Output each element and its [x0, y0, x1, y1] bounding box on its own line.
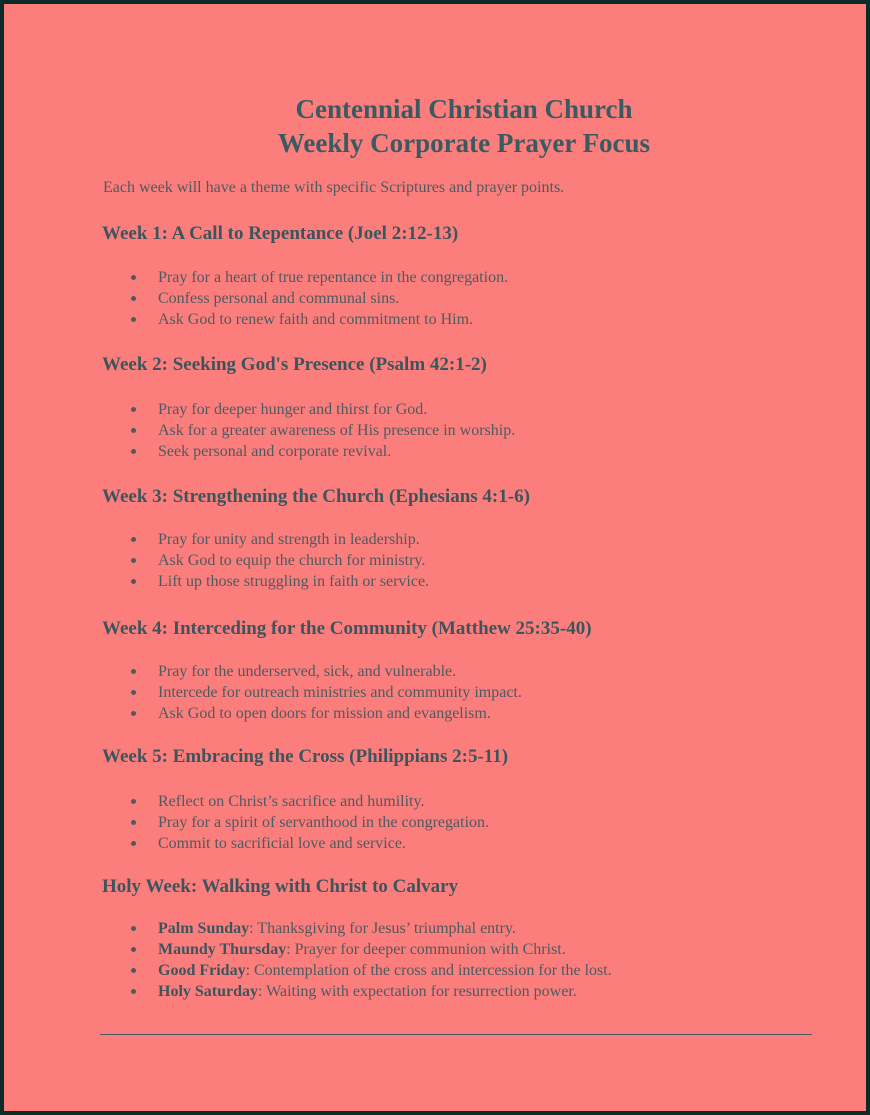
- maundy-thursday-label: Maundy Thursday: [158, 941, 287, 958]
- list-item: Holy Saturday: Waiting with expectation for resurrection power.: [128, 981, 612, 1002]
- list-item: Good Friday: Contemplation of the cross and intercession for the lost.: [128, 960, 612, 981]
- title-block: [4, 92, 870, 160]
- list-item: Ask God to equip the church for ministry.: [128, 550, 429, 571]
- week-2-heading: Week 2: Seeking God's Presence (Psalm 42:1-2): [102, 354, 487, 375]
- bullet-icon: [131, 296, 136, 301]
- bullet-icon: [131, 669, 136, 674]
- bullet-icon: [131, 558, 136, 563]
- week-3-points: [128, 529, 429, 592]
- good-friday-label: Good Friday: [158, 962, 246, 979]
- week-1-points: [128, 267, 508, 330]
- list-item: Pray for unity and strength in leadership.: [128, 529, 429, 550]
- palm-sunday-label: Palm Sunday: [158, 920, 250, 937]
- church-name: Centennial Christian Church: [295, 94, 633, 124]
- list-item: Palm Sunday: Thanksgiving for Jesus’ triumphal entry.: [128, 918, 612, 939]
- list-item: Reflect on Christ’s sacrifice and humility.: [128, 791, 489, 812]
- bullet-icon: [131, 926, 136, 931]
- bullet-icon: [131, 275, 136, 280]
- week-4-heading: Week 4: Interceding for the Community (Matthew 25:35-40): [102, 618, 592, 639]
- list-item: Commit to sacrificial love and service.: [128, 833, 489, 854]
- footer-divider: [100, 1034, 812, 1035]
- bullet-icon: [131, 947, 136, 952]
- list-item: Ask God to renew faith and commitment to Him.: [128, 309, 508, 330]
- bullet-icon: [131, 799, 136, 804]
- holy-week-heading: Holy Week: Walking with Christ to Calvary: [102, 876, 459, 897]
- week-5-points: [128, 791, 489, 854]
- list-item: Seek personal and corporate revival.: [128, 441, 515, 462]
- document-title: Weekly Corporate Prayer Focus: [277, 128, 651, 158]
- list-item: Lift up those struggling in faith or service.: [128, 571, 429, 592]
- bullet-icon: [131, 407, 136, 412]
- bullet-icon: [131, 579, 136, 584]
- bullet-icon: [131, 841, 136, 846]
- bullet-icon: [131, 449, 136, 454]
- intro-text: Each week will have a theme with specific Scriptures and prayer points.: [103, 179, 565, 196]
- bullet-icon: [131, 537, 136, 542]
- list-item: Pray for a spirit of servanthood in the congregation.: [128, 812, 489, 833]
- document-page: [4, 4, 866, 1111]
- list-item: Pray for deeper hunger and thirst for God.: [128, 399, 515, 420]
- bullet-icon: [131, 317, 136, 322]
- list-item: Ask God to open doors for mission and evangelism.: [128, 703, 522, 724]
- bullet-icon: [131, 989, 136, 994]
- bullet-icon: [131, 690, 136, 695]
- week-1-heading: Week 1: A Call to Repentance (Joel 2:12-13): [102, 223, 459, 244]
- list-item: Ask for a greater awareness of His presence in worship.: [128, 420, 515, 441]
- list-item: Pray for the underserved, sick, and vulnerable.: [128, 661, 522, 682]
- week-5-heading: Week 5: Embracing the Cross (Philippians 2:5-11): [102, 746, 509, 767]
- week-4-points: [128, 661, 522, 724]
- week-2-points: [128, 399, 515, 462]
- list-item: Intercede for outreach ministries and community impact.: [128, 682, 522, 703]
- bullet-icon: [131, 968, 136, 973]
- week-3-heading: Week 3: Strengthening the Church (Ephesians 4:1-6): [102, 486, 530, 507]
- list-item: Pray for a heart of true repentance in the congregation.: [128, 267, 508, 288]
- list-item: Confess personal and communal sins.: [128, 288, 508, 309]
- holy-saturday-label: Holy Saturday: [158, 983, 259, 1000]
- bullet-icon: [131, 711, 136, 716]
- bullet-icon: [131, 820, 136, 825]
- holy-week-points: [128, 918, 612, 1002]
- bullet-icon: [131, 428, 136, 433]
- list-item: Maundy Thursday: Prayer for deeper communion with Christ.: [128, 939, 612, 960]
